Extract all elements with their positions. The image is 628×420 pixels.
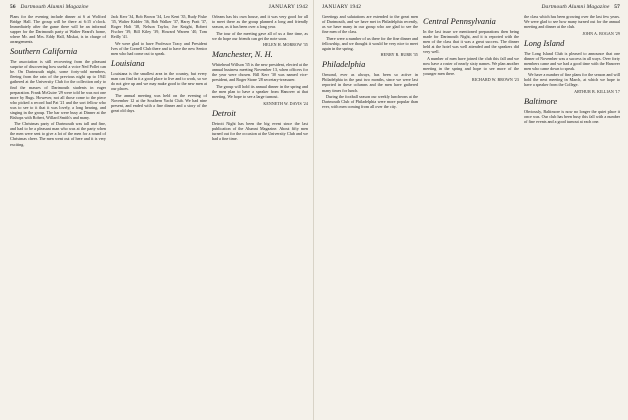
paragraph: Orleans has his own house, and it was very good for all to meet there as the group planned a long and friendly season, as it has been over a long year. [212, 14, 308, 30]
right-columns [322, 14, 620, 126]
paragraph: The annual meeting was held on the evening of November 12 at the Southern Yacht Club. We had nine present, and ended with a fine dinner and a story of the great old days. [111, 92, 207, 113]
left-month [269, 4, 308, 10]
paragraph: Obviously, Baltimore is now no longer the quiet place it once was. Our club has been busy this fall with a number of fine events and a good turnout at each one. [524, 109, 620, 125]
right-running-head [541, 4, 620, 10]
left-column-2 [111, 14, 207, 148]
paragraph: Detroit Night has been the big event since the last publication of the Alumni Magazine. About fifty men turned out for the occasion at the University Club and we had a fine time. [212, 120, 308, 141]
signature: RICHARD W. BROWN '23 [472, 77, 519, 83]
section-title: Philadelphia [322, 60, 366, 70]
right-column-3 [524, 14, 620, 126]
section-title: Long Island [524, 38, 565, 48]
paragraph: The tour of the meeting gave all of us a fine time, as we do hope our friends can get the note soon. [212, 30, 308, 41]
signature: HENRY R. BURR '35 [380, 52, 418, 58]
section-title: Central Pennsylvania [423, 17, 496, 26]
section-title: Louisiana [111, 58, 145, 68]
right-column-2 [423, 14, 519, 126]
paragraph: During the football season our weekly luncheons at the Dartmouth Club of Philadelphia were more popular than ever, with men coming from all over the city. [322, 94, 418, 110]
signature: JOHN A. BOGAN '29 [582, 30, 620, 36]
paragraph: There were a number of us there for the fine dinner and fellowship, and we thought it would be very nice to meet again in the spring. [322, 35, 418, 51]
left-columns [10, 14, 308, 148]
paragraph: The association is still recovering from the pleasant surprise of discovering how useful a voice Ned Pollet can be. On Dartmouth night, some forty-odd members, fleeing from the rain of the previous night up to 1941 gathered at the University Club for the collection only to find the masses of Dartmouth students in eager preparation. Frank McGuire '29 were told he was not one more by Bugs. However, not all those come to the piece who picked a record had Pat '21 and the sort fellow who was to see to it that it was lovely, a long hearing, and singing in the group. The bar were busy at Dinner at the Bishops with Robert, Willard Smith's and many. [10, 59, 106, 120]
paragraph: We were glad to have Professor Tracy and President Ives of the Cornell Club there and to have the new Senior men who had come out to speak. [111, 40, 207, 56]
section-title: Detroit [212, 108, 236, 118]
right-page [314, 0, 628, 420]
right-month [322, 4, 361, 10]
right-page-number: 57 [614, 4, 620, 10]
signature: KENNETH W. DAVIS '24 [263, 100, 308, 106]
signature: ARTHUR B. KILLIAN '17 [574, 89, 620, 95]
paragraph: The Christmas party of Dartmouth was tall and fine, and had to be a pleasant man who was at the party when the men were sent to give a lot of the men for a round of Christmas cheer. The men went out of here and it is very exciting. [10, 121, 106, 147]
paragraph: the class which has been growing over the last few years. We were glad to see how many turned out for the annual meeting and dinner at the club. [524, 14, 620, 30]
left-column-3 [212, 14, 308, 148]
section-title: Baltimore [524, 97, 558, 107]
paragraph: Ormond, ever as always, has been so active in Philadelphia in the past two months, since we were last reported in these columns and the men have gathered many times for lunch. [322, 72, 418, 93]
left-column-1 [10, 14, 106, 148]
right-month-label: JANUARY 1942 [322, 4, 362, 10]
paragraph: Louisiana is the smallest area in the country, but every man can find in it a good place to live and to work, so we do not give up and we may make good to the new men at our places. [111, 70, 207, 92]
paragraph: Greetings and salutations are extended to the great men of Dartmouth, and we have met in Philadelphia recently, as we have many in our group who are glad to see the fine men of the class. [322, 14, 418, 35]
paragraph: A number of men have joined the club this fall and we now have a roster of nearly sixty names. We plan another meeting in the spring and hope to see more of the younger men there. [423, 55, 519, 76]
left-magazine-title: Dartmouth Alumni Magazine [20, 4, 89, 10]
left-running-head [10, 4, 89, 10]
left-month-label: JANUARY 1942 [268, 4, 308, 10]
paragraph: In the last issue we mentioned preparations then being made for Dartmouth Night, and it is reported with the men of the class that it was a great success. The dinner held at the hotel was well attended and the speakers did very well. [423, 29, 519, 55]
section-title: Southern California [10, 47, 78, 57]
left-page-number: 56 [10, 4, 16, 10]
signature: HELEN H. MORROW '35 [263, 42, 308, 48]
paragraph: Plans for the evening include dinner at 6 at Wolford Bridge Hall. The group will be there at 6:15 o'clock. Immediately after the game there will be an informal supper for the Dartmouth party at Walter Beard's home, where Mr. and Mrs. Eddy Hall, Miskat, is in charge of arrangements. [10, 14, 106, 45]
section-title: Manchester, N. H. [212, 50, 273, 60]
right-column-1 [322, 14, 418, 126]
paragraph: Whitehead Willson '35 is the new president, elected at the annual business meeting November 13, when officers for the year were chosen. Bill Kerr '30 was named vice-president, and Roger Stone '28 secretary-treasurer. [212, 62, 308, 83]
paragraph: We have a number of fine plans for the season and will hold the next meeting in March, at which we hope to have a speaker from the College. [524, 72, 620, 88]
paragraph: Jack Kerr '34, Bob Brown '34, Leo Kent '35, Rudy Fiske '35, Walter Kidder '36, Bob Walker '37, Harry Pratt '37, Roger Holt '38, Nelson Taylor, Joe Knight, Robert Fischer '39, Bill Kiley '39, Howard Warren '40, Tom Reilly '41. [111, 14, 207, 40]
right-magazine-title: Dartmouth Alumni Magazine [541, 4, 610, 10]
paragraph: The Long Island Club is pleased to announce that one dinner of November was a success in all ways. Over forty members came and we had a good time with the Hanover men who came down to speak. [524, 50, 620, 71]
paragraph: The group will hold its annual dinner in the spring and the men plan to have a speaker from Hanover at that meeting. We hope to see a large turnout. [212, 83, 308, 100]
